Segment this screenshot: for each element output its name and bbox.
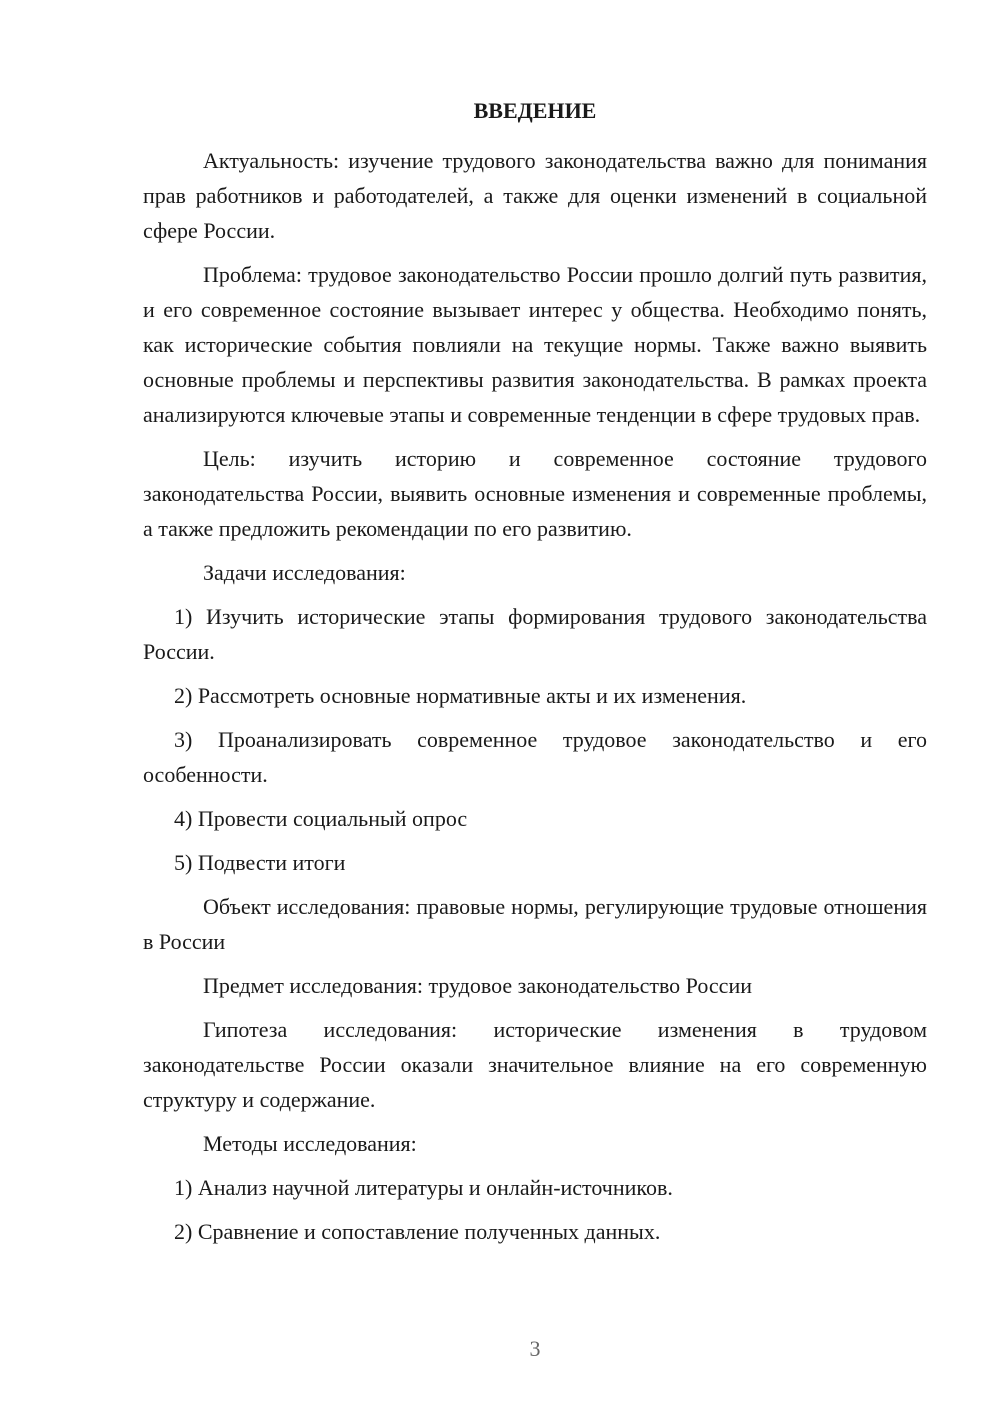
method-item-1: 1) Анализ научной литературы и онлайн-источников. [174,1175,673,1200]
task-item-3: 3) Проанализировать современное трудовое законодательство и его особенности. [143,727,927,787]
method-item-2: 2) Сравнение и сопоставление полученных данных. [174,1219,661,1244]
page-number: 3 [529,1336,541,1361]
document-body [143,143,927,1258]
task-item-2: 2) Рассмотреть основные нормативные акты и их изменения. [174,683,747,708]
document-page [143,0,927,1414]
paragraph-goal: Цель: изучить историю и современное состояние трудового законодательства России, выявить основные изменения и современные проблемы, а также предложить рекомендации по его развитию. [143,446,927,541]
paragraph-relevance: Актуальность: изучение трудового законодательства важно для понимания прав работников и работодателей, а также для оценки изменений в социальной сфере России. [143,148,927,243]
task-item-5: 5) Подвести итоги [174,850,346,875]
paragraph-problem: Проблема: трудовое законодательство России прошло долгий путь развития, и его современное состояние вызывает интерес у общества. Необходимо понять, как исторические события повлияли на текущие нормы. Также важно выявить основные проблемы и перспективы развития законодательства. В рамках проекта анализируются ключевые этапы и современные тенденции в сфере трудовых прав. [143,262,927,427]
task-item-4: 4) Провести социальный опрос [174,806,468,831]
paragraph-object: Объект исследования: правовые нормы, регулирующие трудовые отношения в России [143,894,927,954]
task-item-1: 1) Изучить исторические этапы формирования трудового законодательства России. [143,604,927,664]
tasks-heading: Задачи исследования: [203,560,406,585]
paragraph-hypothesis: Гипотеза исследования: исторические изменения в трудовом законодательстве России оказали значительное влияние на его современную структуру и содержание. [143,1017,927,1112]
section-title: ВВЕДЕНИЕ [473,98,597,123]
methods-heading: Методы исследования: [203,1131,417,1156]
paragraph-subject: Предмет исследования: трудовое законодательство России [203,973,752,998]
